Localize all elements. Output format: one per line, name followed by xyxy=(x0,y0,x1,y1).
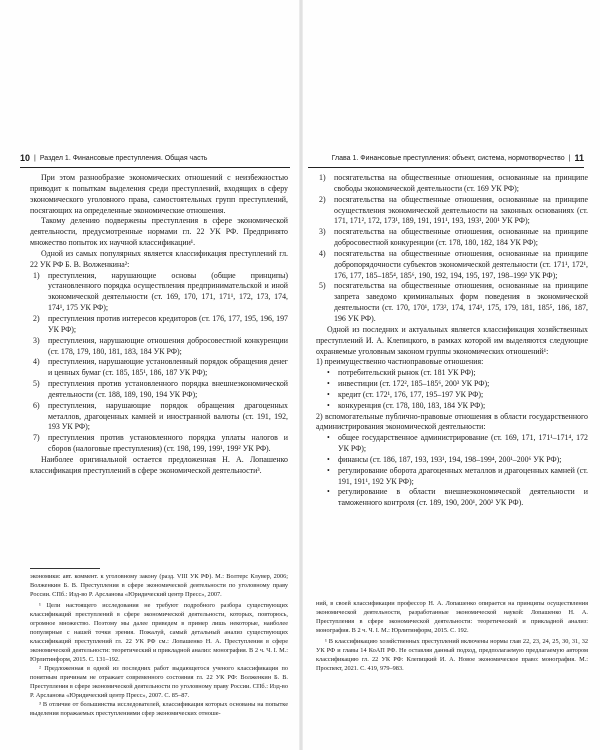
header-divider: | xyxy=(568,154,571,162)
bullet-list xyxy=(316,433,588,509)
bullet-icon: • xyxy=(327,389,330,399)
list-item: 5) посягательства на общественные отношения, основанные на принципе запрета заведомо криминальных форм поведения в экономической деятельности (ст. 170, 170¹, 173², 174, 174¹, 175, 179, 181, 185⁵, 186, 187, 196 УК РФ). xyxy=(319,281,588,323)
paragraph: Наиболее оригинальной остается предложенная Н. А. Лопашенко классификация преступлений в сфере экономической деятельности³. xyxy=(30,454,288,475)
header-divider: | xyxy=(34,154,36,162)
right-page-number: 11 xyxy=(574,153,584,163)
list-item: 5) преступления против установленного порядка внешнеэкономической деятельности (ст. 188, 189, 190, 194 УК РФ); xyxy=(33,379,288,399)
list-item: • конкуренция (ст. 178, 180, 183, 184 УК РФ); xyxy=(327,400,486,410)
footnote: ¹ Цели настоящего исследования не требуют подробного разбора существующих классификаций преступлений в сфере экономической деятельности, которых, повторюсь, огромное множество. Поэтому мы далее приведем в пример лишь некоторые, наиболее популярные с нашей точки зрения. Пожалуй, самый детальный анализ существующих классификаций преступлений гл. 22 УК РФ см.: Лопашенко Н. А. Преступления в сфере экономической деятельности: теоретический и прикладной анализ: монография. В 2 ч. Ч. I. М.: Юрлитинформ, 2015. С. 131–192. xyxy=(30,602,288,663)
list-item: 2) преступления против интересов кредиторов (ст. 176, 177, 195, 196, 197 УК РФ); xyxy=(33,313,288,334)
list-item: • кредит (ст. 172¹, 176, 177, 195–197 УК РФ); xyxy=(327,389,484,399)
paragraph: Одной из самых популярных является классификация преступлений гл. 22 УК РФ Б. В. Волженкина²: xyxy=(30,248,288,269)
list-item: 4) преступления, нарушающие установленный порядок обращения денег и ценных бумаг (ст. 185, 185¹, 186, 187 УК РФ); xyxy=(33,357,288,378)
right-running-header xyxy=(308,151,584,165)
footnote: ² Предложенная в одной из последних работ выдающегося ученого классификация по понятным причинам не отражает современного состояния гл. 22 УК РФ: Волженкин Б. В. Преступления в сфере экономической деятельности по уголовному праву России. СПб.: Изд-во Р. Арсланова «Юридический центр Пресс», 2007. С. 85–87. xyxy=(30,665,288,699)
bullet-icon: • xyxy=(327,465,330,475)
left-footnotes xyxy=(30,572,288,718)
footnote-separator xyxy=(30,568,100,569)
principles-list xyxy=(316,173,588,325)
list-item: • финансы (ст. 186, 187, 193, 193¹, 194, 198–199⁴, 200¹–200⁶ УК РФ); xyxy=(327,454,562,464)
bullet-icon: • xyxy=(327,487,330,497)
list-item: 1) посягательства на общественные отношения, основанные на принципе свободы экономической деятельности (ст. 169 УК РФ); xyxy=(319,173,588,193)
footnote: ¹ В классификацию хозяйственных преступлений включены нормы глав 22, 23, 24, 25, 30, 31, 32 УК РФ и главы 14 КоАП РФ. Не оставляя данный подход, предполагаемую предлагаемую автором классификацию гл. 22 УК РФ: Клепицкий И. А. Новое экономическое право: монография. М.: Проспект, 2021. С. 419, 979–983. xyxy=(316,638,588,672)
bullet-icon: • xyxy=(327,433,330,443)
list-item: 2) посягательства на общественные отношения, основанные на принципе осуществления экономической деятельности на законных основаниях (ст. 171, 171², 172, 173¹, 189, 191, 191¹, 193, 193¹, 200¹ УК РФ); xyxy=(319,194,588,226)
list-item: • регулирование оборота драгоценных металлов и драгоценных камней (ст. 191, 191¹, 192 УК РФ); xyxy=(327,465,588,486)
paragraph: Одной из последних и актуальных является классификация хозяйственных преступлений И. А. Клепицкого, в рамках которой им выделяются следующие охраняемые уголовным законом группы экономических отношений¹: xyxy=(316,324,588,356)
bullet-icon: • xyxy=(327,368,330,378)
left-body-text xyxy=(30,173,288,477)
right-page xyxy=(302,0,600,750)
left-page-number: 10 xyxy=(20,153,31,163)
list-item: • инвестиции (ст. 172², 185–185⁶, 200³ УК РФ); xyxy=(327,379,490,389)
left-running-header xyxy=(20,151,288,165)
list-item: 3) преступления, нарушающие отношения добросовестной конкуренции (ст. 178, 179, 180, 181, 183, 184 УК РФ); xyxy=(33,335,288,356)
bullet-list xyxy=(316,368,588,411)
group-heading: 1) преимущественно частноправовые отношения: xyxy=(316,357,484,367)
list-item: • общее государственное администрирование (ст. 169, 171, 171¹–171⁴, 172 УК РФ); xyxy=(327,433,588,454)
paragraph: При этом разнообразие экономических отношений с неизбежностью приводит к попыткам выделения среди преступлений, входящих в сферу экономического уголовного права, самостоятельных групп преступлений, посягающих на определенные экономические отношения. xyxy=(30,173,288,215)
right-body-text xyxy=(316,173,588,509)
group-heading: 2) вспомогательные публично-правовые отношения в области государственного администрирования экономической деятельности: xyxy=(316,411,588,432)
left-header-title: Раздел 1. Финансовые преступления. Общая часть xyxy=(39,154,208,162)
footnote: ний, в своей классификации профессор Н. А. Лопашенко опирается на принципы осуществления экономической деятельности, разработанные экономической наукой: Лопашенко Н. А. Преступления в сфере экономической деятельности: теоретический и прикладной анализ: монография. В 2 ч. Ч. I. М.: Юрлитинформ, 2015. С. 192. xyxy=(316,600,588,634)
classification-list xyxy=(30,271,288,455)
right-footnotes xyxy=(316,599,588,673)
list-item: 6) преступления, нарушающие порядок обращения драгоценных металлов, драгоценных камней и иностранной валюты (ст. 191, 192, 193 УК РФ); xyxy=(33,400,288,432)
footnote: экономики: авт. коммент. к уголовному закону (разд. VIII УК РФ). М.: Волтерс Клувер, 2006; Волженкин Б. В. Преступления в сфере экономической деятельности по уголовному праву России. СПб.: Изд-во Р. Арсланова «Юридический центр Пресс», 2007. xyxy=(30,573,288,598)
list-item: • потребительский рынок (ст. 181 УК РФ); xyxy=(327,368,476,378)
list-item: 3) посягательства на общественные отношения, основанные на принципе добросовестной конкуренции (ст. 178, 180, 182, 184 УК РФ); xyxy=(319,227,588,248)
list-item: 1) преступления, нарушающие основы (общие принципы) установленного порядка осуществления предпринимательской и иной экономической деятельности (ст. 169, 170, 171, 171¹, 172, 173, 174, 174¹, 175 УК РФ); xyxy=(33,270,288,313)
bullet-icon: • xyxy=(327,400,330,410)
right-header-title: Глава 1. Финансовые преступления: объект, система, нормотворчество xyxy=(331,154,565,162)
right-header-rule xyxy=(308,167,584,168)
list-item: • регулирование в области внешнеэкономической деятельности и таможенного контроля (ст. 189, 190, 200¹, 200² УК РФ). xyxy=(327,487,588,508)
left-header-rule xyxy=(20,167,290,168)
bullet-icon: • xyxy=(327,454,330,464)
bullet-icon: • xyxy=(327,379,330,389)
list-item: 4) посягательства на общественные отношения, основанные на принципе добропорядочности субъектов экономической деятельности (ст. 171¹, 172¹, 176, 177, 185–185⁴, 185⁶, 190, 192, 194, 195, 197, 198–199² УК РФ); xyxy=(319,248,588,280)
footnote: ³ В отличие от большинства исследователей, классификация которых основаны на попытке выделения поражаемых преступлениями сфер экономических отноше- xyxy=(30,701,288,717)
paragraph: Такому делению подвержены преступления в сфере экономической деятельности, предусмотренные нормами гл. 22 УК РФ. Предпринято множество попыток их научной классификации¹. xyxy=(30,216,288,248)
list-item: 7) преступления против установленного порядка уплаты налогов и сборов (налоговые преступления) (ст. 198, 199, 199¹, 199² УК РФ). xyxy=(33,433,288,454)
